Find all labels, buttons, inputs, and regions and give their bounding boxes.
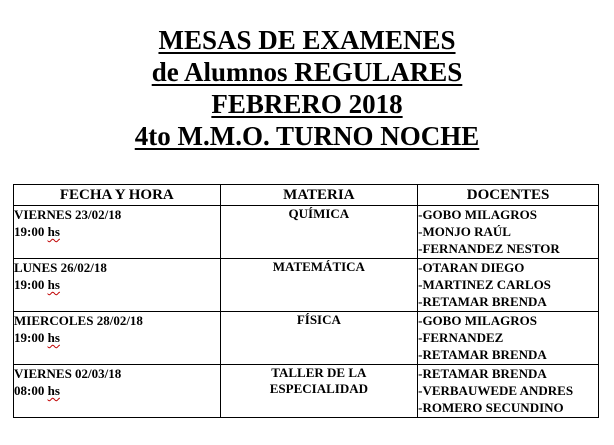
header-teachers: DOCENTES <box>418 185 599 206</box>
teacher-name: -FERNANDEZ <box>418 330 504 345</box>
time-value: 19:00 <box>14 224 45 239</box>
exam-time <box>14 223 220 240</box>
teacher-name: -GOBO MILAGROS <box>418 207 537 222</box>
table-row <box>14 259 599 312</box>
table-header-row <box>14 185 599 206</box>
subject-cell <box>220 365 418 418</box>
exam-date: LUNES 26/02/18 <box>14 260 107 275</box>
subject-name-line-2: ESPECIALIDAD <box>269 381 368 396</box>
date-time-cell <box>14 365 221 418</box>
table-row <box>14 206 599 259</box>
exam-time <box>14 329 220 346</box>
time-value: 19:00 <box>14 330 45 345</box>
teacher-name: -ROMERO SECUNDINO <box>418 400 564 415</box>
teacher-name: -VERBAUWEDE ANDRES <box>418 383 574 398</box>
title-line-1: MESAS DE EXAMENES <box>158 25 456 55</box>
subject-cell <box>220 312 418 365</box>
teacher-name: -OTARAN DIEGO <box>418 260 525 275</box>
document-title <box>0 24 614 152</box>
title-line-4: 4to M.M.O. TURNO NOCHE <box>134 121 480 151</box>
exam-schedule-table <box>13 184 599 418</box>
date-time-cell <box>14 206 221 259</box>
time-value: 19:00 <box>14 277 45 292</box>
subject-name: FÍSICA <box>296 312 341 327</box>
time-value: 08:00 <box>14 383 45 398</box>
table-row <box>14 365 599 418</box>
teachers-cell <box>418 206 599 259</box>
time-suffix: hs <box>47 277 60 292</box>
teacher-name: -MARTINEZ CARLOS <box>418 277 551 292</box>
teachers-cell <box>418 259 599 312</box>
exam-date: MIERCOLES 28/02/18 <box>14 313 143 328</box>
time-suffix: hs <box>47 330 60 345</box>
teacher-name: -RETAMAR BRENDA <box>418 366 547 381</box>
teacher-name: -FERNANDEZ NESTOR <box>418 241 560 256</box>
time-suffix: hs <box>47 383 60 398</box>
table-row <box>14 312 599 365</box>
teachers-cell <box>418 312 599 365</box>
teacher-name: -GOBO MILAGROS <box>418 313 537 328</box>
exam-date: VIERNES 23/02/18 <box>14 207 122 222</box>
exam-date: VIERNES 02/03/18 <box>14 366 122 381</box>
header-date-time: FECHA Y HORA <box>14 185 221 206</box>
subject-name: MATEMÁTICA <box>272 259 365 274</box>
teacher-name: -MONJO RAÚL <box>418 224 511 239</box>
title-line-3: FEBRERO 2018 <box>211 89 403 119</box>
subject-name: QUÍMICA <box>288 206 350 221</box>
teacher-name: -RETAMAR BRENDA <box>418 294 547 309</box>
time-suffix: hs <box>47 224 60 239</box>
exam-time <box>14 276 220 293</box>
date-time-cell <box>14 259 221 312</box>
subject-cell <box>220 206 418 259</box>
header-subject: MATERIA <box>220 185 418 206</box>
date-time-cell <box>14 312 221 365</box>
teachers-cell <box>418 365 599 418</box>
exam-time <box>14 382 220 399</box>
teacher-name: -RETAMAR BRENDA <box>418 347 547 362</box>
subject-cell <box>220 259 418 312</box>
subject-name-line-1: TALLER DE LA <box>271 365 367 380</box>
title-line-2: de Alumnos REGULARES <box>151 57 463 87</box>
